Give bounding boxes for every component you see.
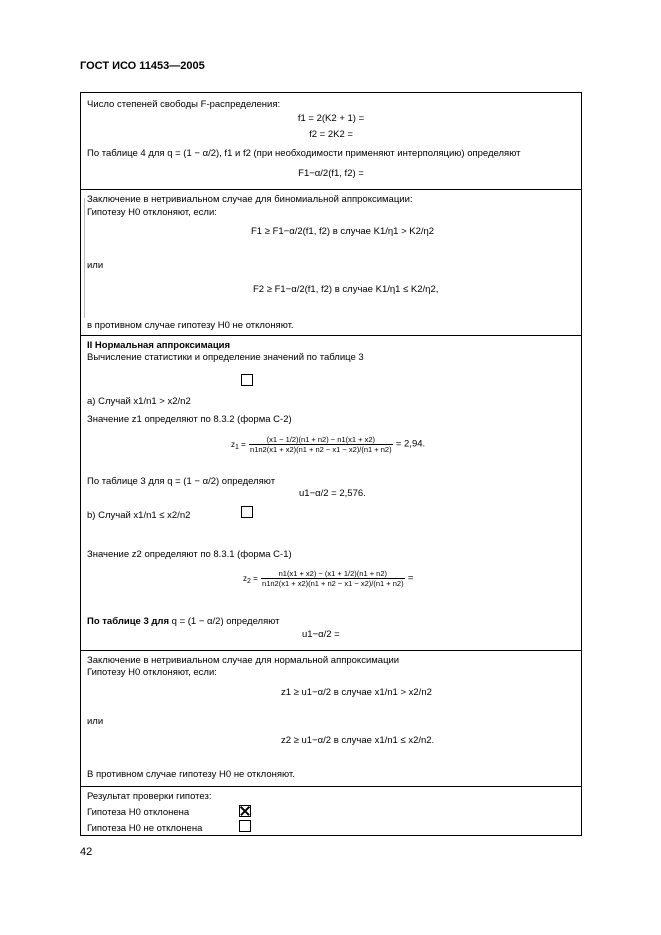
normal-conclusion-title: Заключение в нетривиальном случае для нормальной аппроксимации [87, 655, 400, 666]
z1-denominator: n1n2(x1 + x2)(n1 + n2 − x1 − x2)/(n1 + n2) [250, 445, 392, 454]
normal-approx-title: II Нормальная аппроксимация [87, 340, 231, 351]
section-result [81, 786, 581, 837]
z1-formula: $z_1$ = $\frac{(x1 - 1/2)(n1 + n2) - n1(x1 + x2)}{n1n2(x1 + x2)(n1 + n2 - x1 - x2)/(n1 + n2)}$ = 2,94. [231, 435, 426, 454]
section-normal-approximation [81, 335, 581, 650]
binomial-otherwise: в противном случае гипотезу H0 не отклоняют. [87, 320, 294, 331]
u2-value: u1−α/2 = [302, 629, 340, 640]
binomial-or: или [87, 260, 104, 271]
u2-table3-label: По таблице 3 для q = (1 − α/2) определяют [87, 616, 280, 627]
f-quantile-formula: F1−α/2(f1, f2) = [298, 168, 364, 179]
z2-label: Значение z2 определяют по 8.3.1 (форма С-1) [87, 549, 292, 560]
binomial-conclusion-title: Заключение в нетривиальном случае для биномиальной аппроксимации: [87, 194, 413, 205]
u-table3-label: По таблице 3 для q = (1 − α/2) определяют [87, 476, 276, 487]
result-rejected-label: Гипотеза H0 отклонена [87, 807, 190, 818]
scan-artifact [84, 198, 85, 318]
case-a-checkbox[interactable] [241, 374, 253, 386]
binomial-condition-2: F2 ≥ F1−α/2(f1, f2) в случае K1/η1 ≤ K2/η2, [253, 284, 439, 295]
z2-formula: $z_2$ = $\frac{n1(x1 + x2) - (x1 + 1/2)(n1 + n2)}{n1n2(x1 + x2)(n1 + n2 - x1 - x2)/(n1 + n2)}$ = [243, 569, 414, 588]
z1-result: = 2,94. [395, 438, 426, 450]
z1-numerator: (x1 − 1/2)(n1 + n2) − n1(x1 + x2) [249, 435, 393, 445]
z2-denominator: n1n2(x1 + x2)(n1 + n2 − x1 − x2)/(n1 + n2) [262, 579, 404, 588]
section-degrees-of-freedom [81, 93, 581, 189]
dof-label: Число степеней свободы F-распределения: [87, 99, 281, 110]
form-table [80, 92, 582, 836]
case-a-label: a) Случай x1/n1 > x2/n2 [87, 396, 191, 407]
section-normal-conclusion [81, 650, 581, 786]
binomial-reject-label: Гипотезу H0 отклоняют, если: [87, 207, 217, 218]
f1-formula: f1 = 2(K2 + 1) = [297, 113, 365, 124]
z1-label: Значение z1 определяют по 8.3.2 (форма С-2) [87, 414, 292, 425]
normal-approx-subtitle: Вычисление статистики и определение значений по таблице 3 [87, 352, 364, 363]
case-b-label: b) Случай x1/n1 ≤ x2/n2 [87, 510, 191, 521]
document-header: ГОСТ ИСО 11453—2005 [80, 60, 205, 72]
normal-condition-2: z2 ≥ u1−α/2 в случае x1/n1 ≤ x2/n2. [281, 735, 435, 746]
z2-result: = [407, 572, 414, 584]
page-number: 42 [80, 846, 93, 858]
result-not-rejected-label: Гипотеза H0 не отклонена [87, 823, 203, 834]
result-title: Результат проверки гипотез: [87, 791, 212, 802]
section-binomial-conclusion [81, 189, 581, 335]
binomial-condition-1: F1 ≥ F1−α/2(f1, f2) в случае K1/η1 > K2/η2 [251, 226, 435, 237]
normal-condition-1: z1 ≥ u1−α/2 в случае x1/n1 > x2/n2 [281, 687, 432, 698]
u-value: u1−α/2 = 2,576. [299, 488, 366, 499]
result-not-rejected-checkbox[interactable] [239, 820, 251, 832]
f2-formula: f2 = 2K2 = [309, 129, 353, 140]
normal-or: или [87, 716, 104, 727]
table4-label: По таблице 4 для q = (1 − α/2), f1 и f2 (при необходимости применяют интерполяцию) определяют [87, 148, 521, 159]
normal-reject-label: Гипотезу H0 отклоняют, если: [87, 667, 217, 678]
z2-numerator: n1(x1 + x2) − (x1 + 1/2)(n1 + n2) [261, 569, 405, 579]
result-rejected-checkbox[interactable] [239, 805, 251, 817]
case-b-checkbox[interactable] [241, 506, 253, 518]
normal-otherwise: В противном случае гипотезу H0 не отклоняют. [87, 769, 295, 780]
